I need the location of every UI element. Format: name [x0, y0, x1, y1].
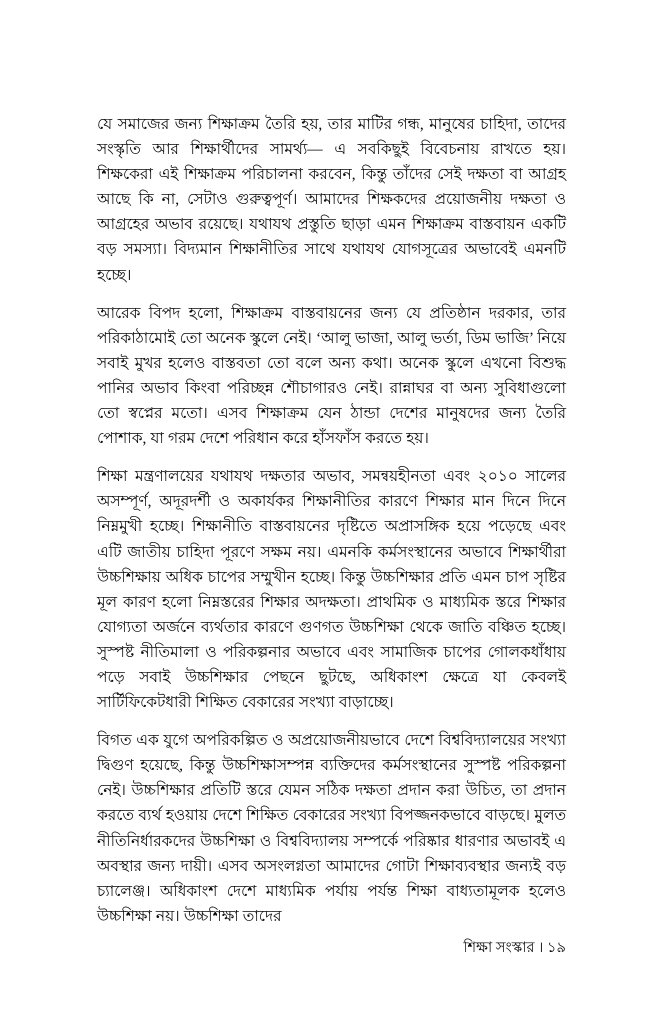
page-footer [97, 938, 566, 958]
body-paragraph-1: যে সমাজের জন্য শিক্ষাক্রম তৈরি হয়, তার মাটির গন্ধ, মানুষের চাহিদা, তাদের সংস্কৃতি আর শিক্ষার্থীদের সামর্থ্য— এ সবকিছুই বিবেচনায় রাখতে হয়। শিক্ষকেরা এই শিক্ষাক্রম পরিচালনা করবেন, কিন্তু তাঁদের সেই দক্ষতা বা আগ্রহ আছে কি না, সেটাও গুরুত্বপূর্ণ। আমাদের শিক্ষকদের প্রয়োজনীয় দক্ষতা ও আগ্রহের অভাব রয়েছে। যথাযথ প্রস্তুতি ছাড়া এমন শিক্ষাক্রম বাস্তবায়ন একটি বড় সমস্যা। বিদ্যমান শিক্ষানীতির সাথে যথাযথ যোগসূত্রের অভাবেই এমনটি হচ্ছে। [97, 116, 566, 284]
body-paragraph-3: শিক্ষা মন্ত্রণালয়ের যথাযথ দক্ষতার অভাব, সমন্বয়হীনতা এবং ২০১০ সালের অসম্পূর্ণ, অদূরদর্শী ও অকার্যকর শিক্ষানীতির কারণে শিক্ষার মান দিনে দিনে নিম্নমুখী হচ্ছে। শিক্ষানীতি বাস্তবায়নের দৃষ্টিতে অপ্রাসঙ্গিক হয়ে পড়েছে এবং এটি জাতীয় চাহিদা পূরণে সক্ষম নয়। এমনকি কর্মসংস্থানের অভাবে শিক্ষার্থীরা উচ্চশিক্ষায় অধিক চাপের সম্মুখীন হচ্ছে। কিন্তু উচ্চশিক্ষার প্রতি এমন চাপ সৃষ্টির মূল কারণ হলো নিম্নস্তরের শিক্ষার অদক্ষতা। প্রাথমিক ও মাধ্যমিক স্তরে শিক্ষার যোগ্যতা অর্জনে ব্যর্থতার কারণে গুণগত উচ্চশিক্ষা থেকে জাতি বঞ্চিত হচ্ছে। সুস্পষ্ট নীতিমালা ও পরিকল্পনার অভাবে এবং সামাজিক চাপের গোলকধাঁধায় পড়ে সবাই উচ্চশিক্ষার পেছনে ছুটছে, অধিকাংশ ক্ষেত্রে যা কেবলই সার্টিফিকেটধারী শিক্ষিত বেকারের সংখ্যা বাড়াচ্ছে। [97, 468, 566, 712]
body-text-column [97, 112, 566, 929]
body-paragraph-2: আরেক বিপদ হলো, শিক্ষাক্রম বাস্তবায়নের জন্য যে প্রতিষ্ঠান দরকার, তার পরিকাঠামোই তো অনেক স্কুলে নেই। ‘আলু ভাজা, আলু ভর্তা, ডিম ভাজি’ নিয়ে সবাই মুখর হলেও বাস্তবতা তো বলে অন্য কথা। অনেক স্কুলে এখনো বিশুদ্ধ পানির অভাব কিংবা পরিচ্ছন্ন শৌচাগারও নেই। রান্নাঘর বা অন্য সুবিধাগুলো তো স্বপ্নের মতো। এসব শিক্ষাক্রম যেন ঠান্ডা দেশের মানুষদের জন্য তৈরি পোশাক, যা গরম দেশে পরিধান করে হাঁসফাঁস করতে হয়। [97, 304, 566, 448]
body-paragraph-4: বিগত এক যুগে অপরিকল্পিত ও অপ্রয়োজনীয়ভাবে দেশে বিশ্ববিদ্যালয়ের সংখ্যা দ্বিগুণ হয়েছে, কিন্তু উচ্চশিক্ষাসম্পন্ন ব্যক্তিদের কর্মসংস্থানের সুস্পষ্ট পরিকল্পনা নেই। উচ্চশিক্ষার প্রতিটি স্তরে যেমন সঠিক দক্ষতা প্রদান করা উচিত, তা প্রদান করতে ব্যর্থ হওয়ায় দেশে শিক্ষিত বেকারের সংখ্যা বিপজ্জনকভাবে বাড়ছে। মুলত নীতিনির্ধারকদের উচ্চশিক্ষা ও বিশ্ববিদ্যালয় সম্পর্কে পরিষ্কার ধারণার অভাবই এ অবস্থার জন্য দায়ী। এসব অসংলগ্নতা আমাদের গোটা শিক্ষাব্যবস্থার জন্যই বড় চ্যালেঞ্জ। অধিকাংশ দেশে মাধ্যমিক পর্যায় পর্যন্ত শিক্ষা বাধ্যতামূলক হলেও উচ্চশিক্ষা নয়। উচ্চশিক্ষা তাদের [97, 732, 566, 925]
footer-chapter-and-page: শিক্ষা সংস্কার । ১৯ [463, 940, 566, 956]
